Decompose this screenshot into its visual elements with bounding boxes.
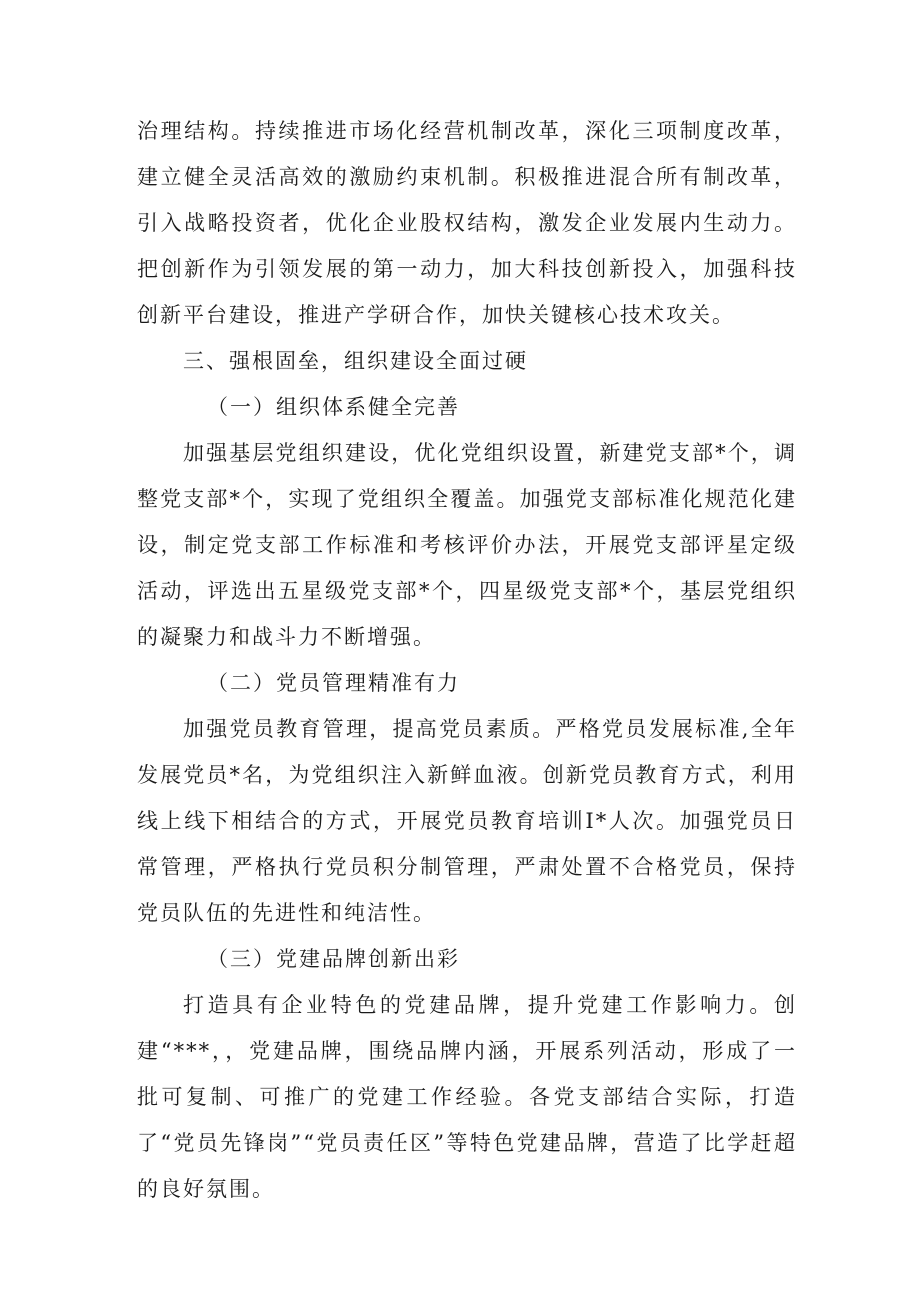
- subsection-paragraph: 加强基层党组织建设，优化党组织设置，新建党支部*个，调整党支部*个，实现了党组织全覆盖。加强党支部标准化规范化建设，制定党支部工作标准和考核评价办法，开展党支部评星定级活动，评选出五星级党支部*个，四星级党支部*个，基层党组织的凝聚力和战斗力不断增强。: [137, 441, 797, 649]
- subsection-member-management: [137, 660, 797, 936]
- subsection-party-brand: [137, 936, 797, 1212]
- intro-paragraph: 治理结构。持续推进市场化经营机制改革，深化三项制度改革，建立健全灵活高效的激励约束机制。积极推进混合所有制改革，引入战略投资者，优化企业股权结构，激发企业发展内生动力。把创新作为引领发展的第一动力，加大科技创新投入，加强科技创新平台建设，推进产学研合作，加快关键核心技术攻关。: [137, 119, 797, 327]
- subsection-heading: （三）党建品牌创新出彩: [207, 947, 460, 971]
- document-body: [137, 108, 797, 1212]
- subsection-organization-system: [137, 384, 797, 660]
- subsection-heading: （二）党员管理精准有力: [207, 671, 460, 695]
- subsection-paragraph: 加强党员教育管理，提高党员素质。严格党员发展标准,全年发展党员*名，为党组织注入新鲜血液。创新党员教育方式，利用线上线下相结合的方式，开展党员教育培训I*人次。加强党员日常管理，严格执行党员积分制管理，严肃处置不合格党员，保持党员队伍的先进性和纯洁性。: [137, 717, 797, 925]
- subsection-paragraph: 打造具有企业特色的党建品牌，提升党建工作影响力。创建“***，，党建品牌，围绕品牌内涵，开展系列活动，形成了一批可复制、可推广的党建工作经验。各党支部结合实际，打造了“党员先锋岗”“党员责任区”等特色党建品牌，营造了比学赶超的良好氛围。: [137, 993, 797, 1201]
- subsection-heading: （一）组织体系健全完善: [207, 395, 460, 419]
- section-heading: 三、强根固垒，组织建设全面过硬: [183, 349, 528, 373]
